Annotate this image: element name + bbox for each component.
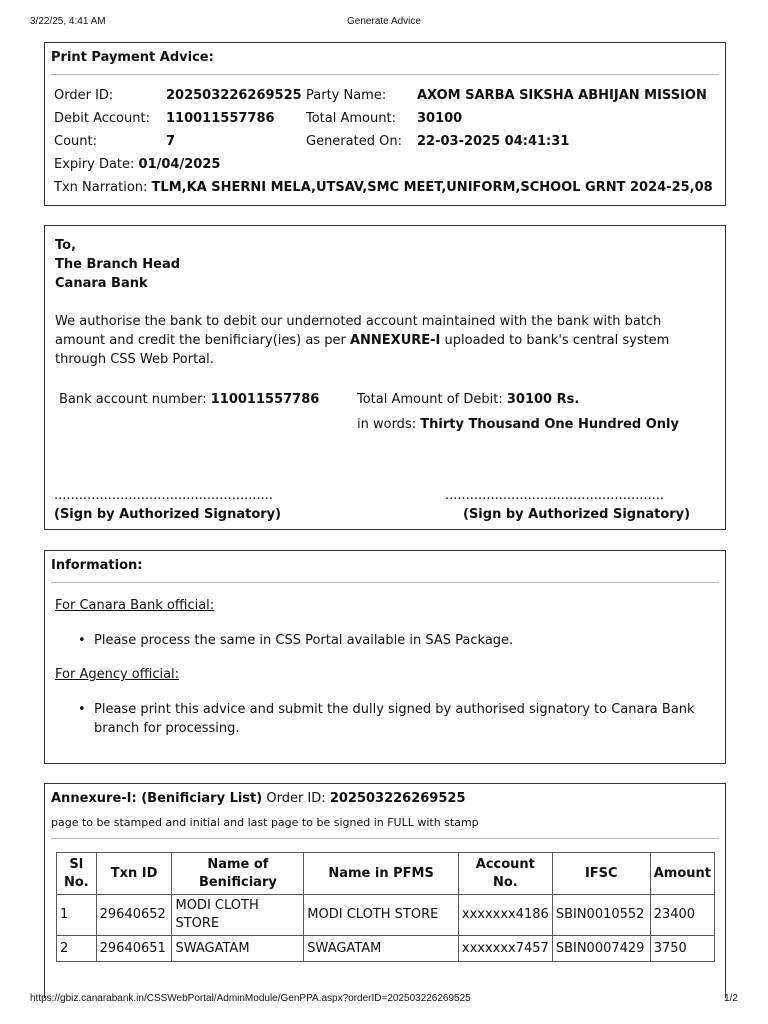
cell-account: xxxxxxx4186: [458, 895, 552, 936]
print-header: [0, 16, 768, 30]
total-debit: [357, 391, 579, 410]
txn-narration: [54, 179, 713, 198]
annexure-note: page to be stamped and initial and last page to be signed in FULL with stamp: [51, 816, 479, 829]
authorisation-text-pre: We authorise the bank to debit our undernoted account maintained with the bank with batch amount and credit the benificiary(ies) as per: [55, 314, 662, 348]
annexure-section: [44, 783, 726, 998]
cell-txn-id: 29640651: [96, 936, 172, 962]
cell-sl: 2: [57, 936, 97, 962]
party-name-label: Party Name:: [306, 88, 387, 103]
beneficiary-table: [56, 852, 715, 962]
letter-bank: Canara Bank: [55, 276, 148, 291]
bank-account-value: 110011557786: [210, 392, 320, 407]
bank-official-heading: For Canara Bank official:: [55, 598, 215, 613]
amount-in-words-label: in words:: [357, 417, 417, 432]
total-amount-value: 30100: [417, 111, 463, 126]
col-header-sl: Sl No.: [57, 853, 97, 895]
cell-txn-id: 29640652: [96, 895, 172, 936]
print-footer: [0, 993, 768, 1007]
cell-account: xxxxxxx7457: [458, 936, 552, 962]
count-label: Count:: [54, 134, 97, 149]
print-datetime: 3/22/25, 4:41 AM: [30, 16, 106, 27]
cell-ifsc: SBIN0010552: [552, 895, 650, 936]
cell-pfms: SWAGATAM: [304, 936, 459, 962]
cell-sl: 1: [57, 895, 97, 936]
information-title: Information:: [51, 557, 719, 583]
expiry-date-value: 01/04/2025: [138, 157, 221, 172]
advice-row: [54, 110, 719, 133]
advice-row: [54, 156, 719, 179]
signature-label: (Sign by Authorized Signatory): [54, 507, 282, 522]
narration-label: Txn Narration:: [54, 180, 148, 195]
table-header-row: [57, 853, 715, 895]
annexure-title: [51, 790, 466, 809]
information-section: [44, 550, 726, 764]
annexure-order-label: Order ID:: [266, 791, 326, 806]
narration-value: TLM,KA SHERNI MELA,UTSAV,SMC MEET,UNIFORM,SCHOOL GRNT 2024-25,08: [151, 180, 713, 195]
col-header-pfms: Name in PFMS: [304, 853, 459, 895]
col-header-beneficiary: Name of Benificiary: [172, 853, 304, 895]
signature-line: .....................................................: [445, 488, 665, 503]
party-name-value: AXOM SARBA SIKSHA ABHIJAN MISSION: [417, 88, 707, 103]
expiry-date-label: Expiry Date:: [54, 157, 135, 172]
bank-account-number: [59, 391, 319, 410]
cell-ifsc: SBIN0007429: [552, 936, 650, 962]
signature-block-left: [54, 486, 281, 524]
annexure-reference: ANNEXURE-I: [349, 333, 441, 348]
table-row: [57, 895, 715, 936]
advice-row: [54, 87, 719, 110]
advice-row: [54, 133, 719, 156]
signature-label: (Sign by Authorized Signatory): [463, 507, 691, 522]
col-header-amount: Amount: [650, 853, 714, 895]
letter-recipient: The Branch Head: [55, 257, 181, 272]
total-debit-value: 30100 Rs.: [506, 392, 580, 407]
payment-advice-section: [44, 42, 726, 206]
cell-amount: 23400: [650, 895, 714, 936]
total-debit-label: Total Amount of Debit:: [357, 392, 503, 407]
advice-details: [54, 87, 719, 202]
annexure-heading: Annexure-I: (Benificiary List): [51, 791, 263, 806]
authorisation-text: [55, 312, 705, 369]
payment-advice-title: Print Payment Advice:: [51, 49, 719, 75]
authorisation-letter: [44, 225, 726, 530]
generated-on-label: Generated On:: [306, 134, 402, 149]
total-amount-label: Total Amount:: [306, 111, 396, 126]
col-header-account: Account No.: [458, 853, 552, 895]
bank-official-instruction: • Please process the same in CSS Portal available in SAS Package.: [94, 631, 714, 650]
amount-in-words: [357, 416, 679, 435]
amount-in-words-value: Thirty Thousand One Hundred Only: [420, 417, 679, 432]
annexure-order-id: 202503226269525: [329, 791, 466, 806]
bank-account-label: Bank account number:: [59, 392, 207, 407]
page-number: 1/2: [724, 993, 738, 1004]
expiry-date: [54, 156, 220, 175]
generated-on-value: 22-03-2025 04:41:31: [417, 134, 570, 149]
signature-block-right: [445, 486, 690, 524]
authorisation-text-post: uploaded to bank's central system through CSS Web Portal.: [55, 333, 670, 367]
agency-official-instruction: • Please print this advice and submit the dully signed by authorised signatory to Canara Bank branch for processing.: [94, 700, 714, 738]
letter-to: To,: [55, 238, 77, 253]
letter-address: [55, 236, 180, 293]
table-row: [57, 936, 715, 962]
order-id-value: 202503226269525: [166, 88, 302, 103]
debit-account-value: 110011557786: [166, 111, 275, 126]
order-id-label: Order ID:: [54, 88, 114, 103]
print-page-title: Generate Advice: [347, 16, 421, 27]
page-url: https://gbiz.canarabank.in/CSSWebPortal/AdminModule/GenPPA.aspx?orderID=202503226269525: [30, 993, 471, 1004]
agency-official-heading: For Agency official:: [55, 667, 180, 682]
col-header-ifsc: IFSC: [552, 853, 650, 895]
signature-line: .....................................................: [54, 488, 274, 503]
debit-account-label: Debit Account:: [54, 111, 150, 126]
col-header-txn-id: Txn ID: [96, 853, 172, 895]
divider: [51, 838, 719, 839]
cell-beneficiary: SWAGATAM: [172, 936, 304, 962]
cell-pfms: MODI CLOTH STORE: [304, 895, 459, 936]
cell-amount: 3750: [650, 936, 714, 962]
advice-row: [54, 179, 719, 202]
cell-beneficiary: MODI CLOTH STORE: [172, 895, 304, 936]
count-value: 7: [166, 134, 176, 149]
